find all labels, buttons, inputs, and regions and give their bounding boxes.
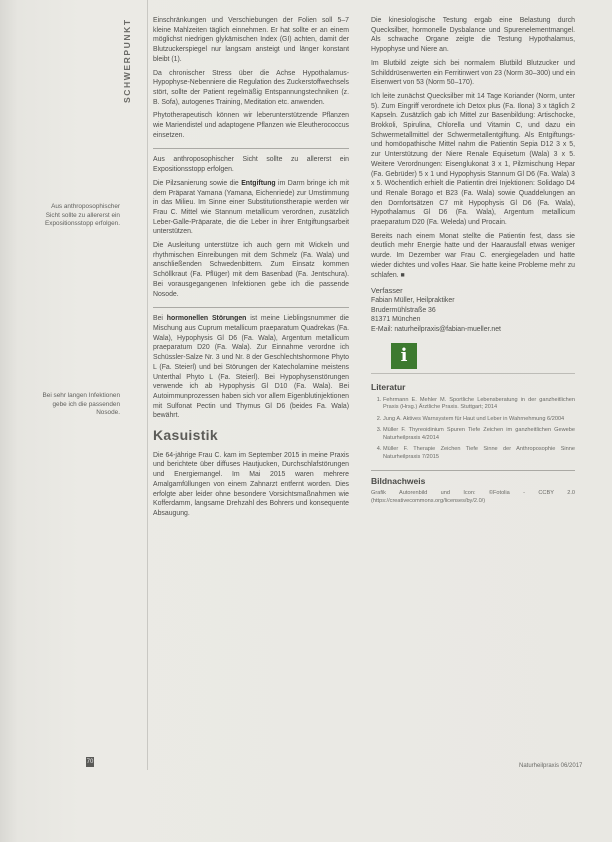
author-label: Verfasser xyxy=(371,286,403,296)
right-column xyxy=(371,16,575,506)
author-email[interactable]: E-Mail: naturheilpraxis@fabian-mueller.net xyxy=(371,326,501,334)
bildnachweis-text: Grafik Autorenbild und Icon: ©Fotolia - CCBY 2.0 (https://creativecommons.org/licenses/by/2.0/) xyxy=(371,490,575,504)
bold-term: Entgiftung xyxy=(241,179,276,187)
paragraph: Phytotherapeutisch können wir leberunterstützende Pflanzen wie Mariendistel und adaptogene Pflanzen wie Eleutherococcus einsetzen. xyxy=(153,112,349,139)
literatur-heading: Literatur xyxy=(371,381,406,392)
paragraph: Die Ausleitung unterstütze ich auch gern mit Wickeln und rhythmischen Einreibungen mit dem Schmelz (Fa. Wala) und anschließenden Schwedenbittern. Zum Einsatz kommen Schöllkraut (Fa. Pflüger) mit dem Basenbad (Fa. Jentschura). Bei vorausgegangenen Infektionen gebe ich die passende Nosode. xyxy=(153,242,349,298)
list-item: 3. Müller F. Thyreoidinium Spuren Tiefe Zeichen im ganzheitlichen Gewebe Naturheilpraxis 4/2014 xyxy=(383,427,575,442)
margin-note-2: Bei sehr langen Infektionen gebe ich die passenden Nosode. xyxy=(42,392,120,417)
text: Bei xyxy=(153,315,167,323)
column-divider xyxy=(147,0,148,770)
paragraph: Einschränkungen und Verschiebungen der Folien soll 5–7 kleine Mahlzeiten täglich einnehmen. Er hat sollte er an einem möglichst niedrigen glykämischen Index (GI) achten, damit der Blutzuckerspiegel nur langsam ansteigt und länger konstant bleibt (1). xyxy=(153,17,349,63)
left-column xyxy=(153,16,349,523)
paragraph: Im Blutbild zeigte sich bei normalem Blutbild Blutzucker und Schilddrüsenwerten ein Ferritinwert von 23 (Norm 30–300) und ein Eisenwert von 53 (Norm 50–170). xyxy=(371,59,575,87)
paragraph: Die kinesiologische Testung ergab eine Belastung durch Quecksilber, hormonelle Dysbalance und Spurenelementmangel. Als schwache Organe zeigte die Testung Hypothalamus, Hypophyse und Niere an. xyxy=(371,17,575,54)
journal-footer: Naturheilpraxis 06/2017 xyxy=(519,763,583,769)
info-block xyxy=(371,343,575,377)
separator xyxy=(371,470,575,471)
text: Die Pilzsanierung sowie die xyxy=(153,179,242,187)
text: im Darm bringe ich mit dem Präparat Yamana (Yamana, Eichenriede) zur Umstimmung in das Milieu. Im Sinne einer Substitutionstherapie werden wir Frau C. Mittel wie Stannum metallicum verordnen, zusätzlich Leber-Galle-Präparate, die die Leber in ihrer Entgiftungsarbeit unterstützen. xyxy=(153,179,349,236)
list-item: 1. Fehrmann E. Mehler M. Sportliche Lebensberatung in der ganzheitlichen Praxis (Hrsg.) Ärztliche Praxis. Stuttgart; 2014 xyxy=(383,397,575,412)
separator xyxy=(153,307,349,308)
paragraph xyxy=(153,314,349,421)
author-block xyxy=(371,286,575,335)
margin-note-1: Aus anthroposophischer Sicht sollte zu allererst ein Expositionsstopp erfolgen. xyxy=(45,203,120,228)
author-name: Fabian Müller, Heilpraktiker xyxy=(371,296,455,304)
paragraph: Aus anthroposophischer Sicht sollte zu allererst ein Expositionsstopp erfolgen. xyxy=(153,156,349,174)
info-icon: i xyxy=(391,343,417,369)
author-city: 81371 München xyxy=(371,316,421,324)
paragraph: Da chronischer Stress über die Achse Hypothalamus-Hypophyse-Nebenniere die Regulation des Zuckerstoffwechsels stört, sollte der Patient regelmäßig Entspannungstechniken (z. B. Sofa), autogenes Training, Meditation etc. anwenden. xyxy=(153,69,349,106)
section-label: SCHWERPUNKT xyxy=(122,18,132,103)
paragraph xyxy=(153,179,349,237)
list-item: 2. Jung A. Aktives Warnsystem für Haut und Leber in Wahrnehmung 6/2004 xyxy=(383,416,575,424)
bildnachweis-heading: Bildnachweis xyxy=(371,475,426,486)
paragraph: Die 64-jährige Frau C. kam im September 2015 in meine Praxis und berichtete über diffuses Hautjucken, Durchschlafstörungen und Energiemangel. Im Mai 2015 waren mehrere Amalgamfüllungen von einem Zahnarzt entfernt worden. Dies erfolgte aber leider ohne besondere Vorsichtsmaßnahmen wie Kofferdamm, langsame Drehzahl des Bohrers und konsequente Absaugung. xyxy=(153,451,349,517)
bold-term: hormonellen Störungen xyxy=(166,315,247,323)
paragraph: Bereits nach einem Monat stellte die Patientin fest, dass sie deutlich mehr Energie hatte und der Haarausfall etwas weniger wurde. Im Dezember war Frau C. energiegeladen und hatte wieder dichtes und volles Haar. Sie hatte keine Probleme mehr zu schlafen. ■ xyxy=(371,232,575,279)
author-street: Brudermühlstraße 36 xyxy=(371,306,436,314)
list-item: 4. Müller F. Therapie Zeichen Tiefe Sinne der Anthroposophie Sinne Naturheilpraxis 7/2015 xyxy=(383,446,575,461)
page-number: 70 xyxy=(86,759,94,765)
text: ist meine Lieblingsnummer die Mischung aus Cuprum metallicum praeparatum Quadrekas (Fa. Wala), Hypophysis Gl D6 (Fa. Wala), Argentum metallicum praeparatum D20 (Fa. Wala). Zur Einnahme verordne ich Schüssler-Salze Nr. 3 und Nr. 8 der Geschlechtshormone Phyto L (Fa. Steierl) und bei Störungen der Katecholamine meistens Unterthal Phyto L (Fa. Steierl). Bei Hypophysenstörungen verwende ich ab Hypophysis Gl D10 (Fa. Wala). Bei Autoimmunprozessen haben sich vor allem Eigenblutinjektionen mit Sulfonat Pectin und Thymus Gl D6 (beides Fa. Wala) bewährt. xyxy=(153,315,350,420)
kasuistik-heading: Kasuistik xyxy=(153,427,218,444)
paragraph: Ich leite zunächst Quecksilber mit 14 Tage Koriander (Norm, unter 5). Zum Eingriff verordnete ich Detox plus (Fa. Ilona) 3 x täglich 2 Kapseln. Zusätzlich gab ich Mittel zur Basenbildung: Artischocke, Brokkoli, Spirulina, Chlorella und Vitamin C, und dazu ein Schwermetallmittel der Schwermetallentgiftung. Als Entgiftungs- und homöopathische Mittel nahm die Patientin Sepia D12 3 x 5, zur Unterstützung der Niere Renale Equisetum (Wala) 3 x 5. Weitere Verordnungen: Eisenglukonat 3 x 1, Pilzmischung Hepar (Fa. Gebrüder) 5 x 1 und Hypophysis Stannum Gl D6 (Fa. Wala) 3 x 5. Wöchentlich erhielt die Patientin drei Injektionen: Solidago D4 und Renale Borago et B23 (Fa. Wala) sowie Quaddelungen an den Dornfortsätzen C7 mit Hypophysis Gl D6 (Fa. Wala), Hypothalamus Gl D6 (Fa. Wala), Argentum metallicum praeparatum D20 (Fa. Weleda) und Procain. xyxy=(371,92,575,227)
separator xyxy=(153,148,349,149)
reference-list xyxy=(371,397,575,462)
divider xyxy=(371,373,575,374)
